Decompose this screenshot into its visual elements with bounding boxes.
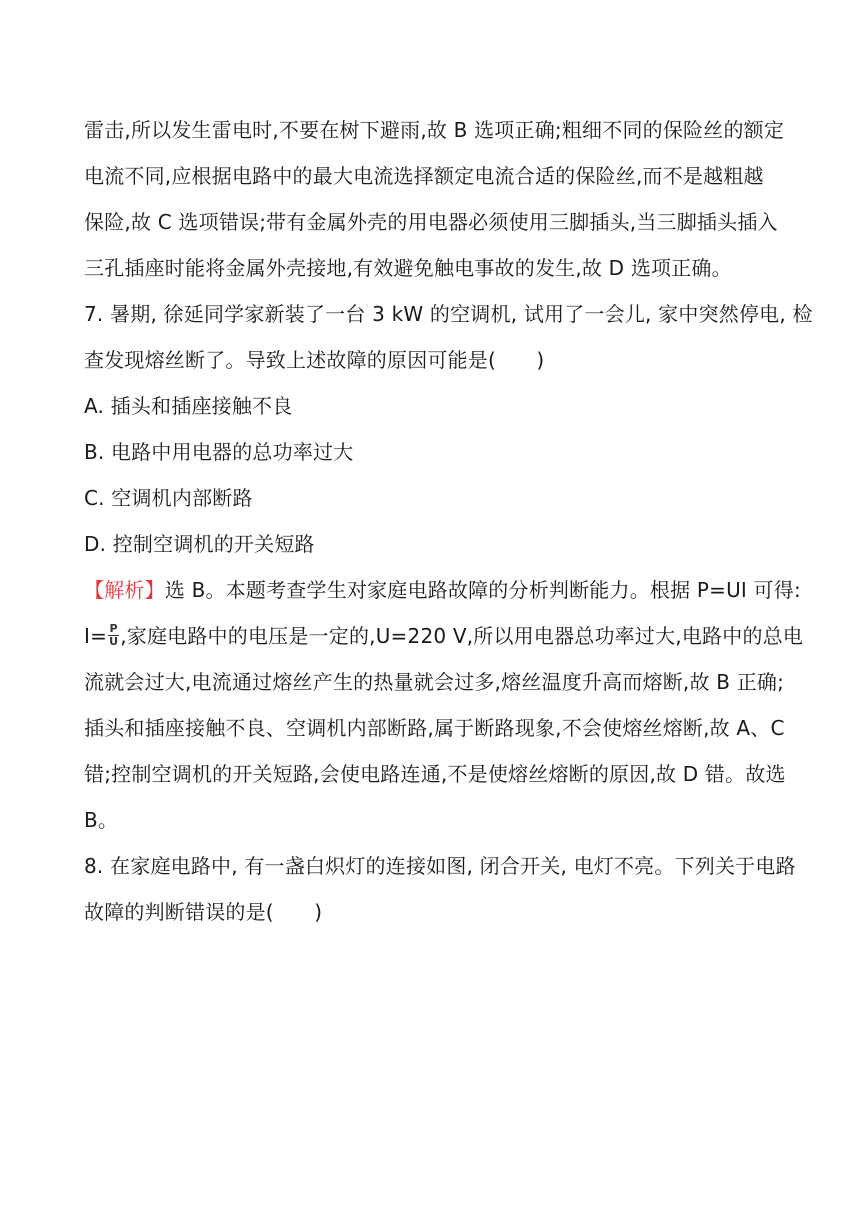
analysis-block [84, 567, 804, 843]
question-8 [84, 843, 796, 935]
question-stem-line: 7. 暑期, 徐延同学家新装了一台 3 kW 的空调机, 试用了一会儿, 家中突然停电, 检 [84, 302, 813, 326]
analysis-line [84, 613, 804, 659]
text-line: 保险,故 C 选项错误;带有金属外壳的用电器必须使用三脚插头,当三脚插头插入 [84, 210, 778, 234]
text-line: 三孔插座时能将金属外壳接地,有效避免触电事故的发生,故 D 选项正确。 [84, 256, 732, 280]
question-stem-line: 查发现熔丝断了。导致上述故障的原因可能是( ) [84, 348, 545, 372]
analysis-text: 选 B。本题考查学生对家庭电路故障的分析判断能力。根据 P=UI 可得: [164, 578, 801, 602]
analysis-line: 错;控制空调机的开关短路,会使电路连通,不是使熔丝熔断的原因,故 D 错。故选 [84, 762, 786, 786]
question-stem-line: 8. 在家庭电路中, 有一盏白炽灯的连接如图, 闭合开关, 电灯不亮。下列关于电路 [84, 854, 796, 878]
analysis-text: ,家庭电路中的电压是一定的,U=220 V,所以用电器总功率过大,电路中的总电 [120, 624, 804, 648]
text-line: 雷击,所以发生雷电时,不要在树下避雨,故 B 选项正确;粗细不同的保险丝的额定 [84, 118, 785, 142]
formula-prefix: I= [84, 624, 108, 648]
option-a: A. 插头和插座接触不良 [84, 394, 293, 418]
fraction-p-over-u [108, 623, 119, 648]
option-c: C. 空调机内部断路 [84, 486, 253, 510]
analysis-tag: 【解析】 [84, 578, 165, 602]
analysis-line [84, 567, 801, 613]
question-7 [84, 291, 813, 843]
fraction-denominator: U [109, 635, 119, 648]
analysis-line: 插头和插座接触不良、空调机内部断路,属于断路现象,不会使熔丝熔断,故 A、C [84, 716, 785, 740]
fraction-numerator: P [109, 622, 118, 635]
question-stem-line: 故障的判断错误的是( ) [84, 900, 323, 924]
text-line: 电流不同,应根据电路中的最大电流选择额定电流合适的保险丝,而不是越粗越 [84, 164, 764, 188]
option-b: B. 电路中用电器的总功率过大 [84, 440, 354, 464]
analysis-line: B。 [84, 808, 119, 832]
option-d: D. 控制空调机的开关短路 [84, 532, 315, 556]
document-page [84, 107, 813, 935]
previous-explanation [84, 107, 784, 291]
analysis-line: 流就会过大,电流通过熔丝产生的热量就会过多,熔丝温度升高而熔断,故 B 正确; [84, 670, 785, 694]
